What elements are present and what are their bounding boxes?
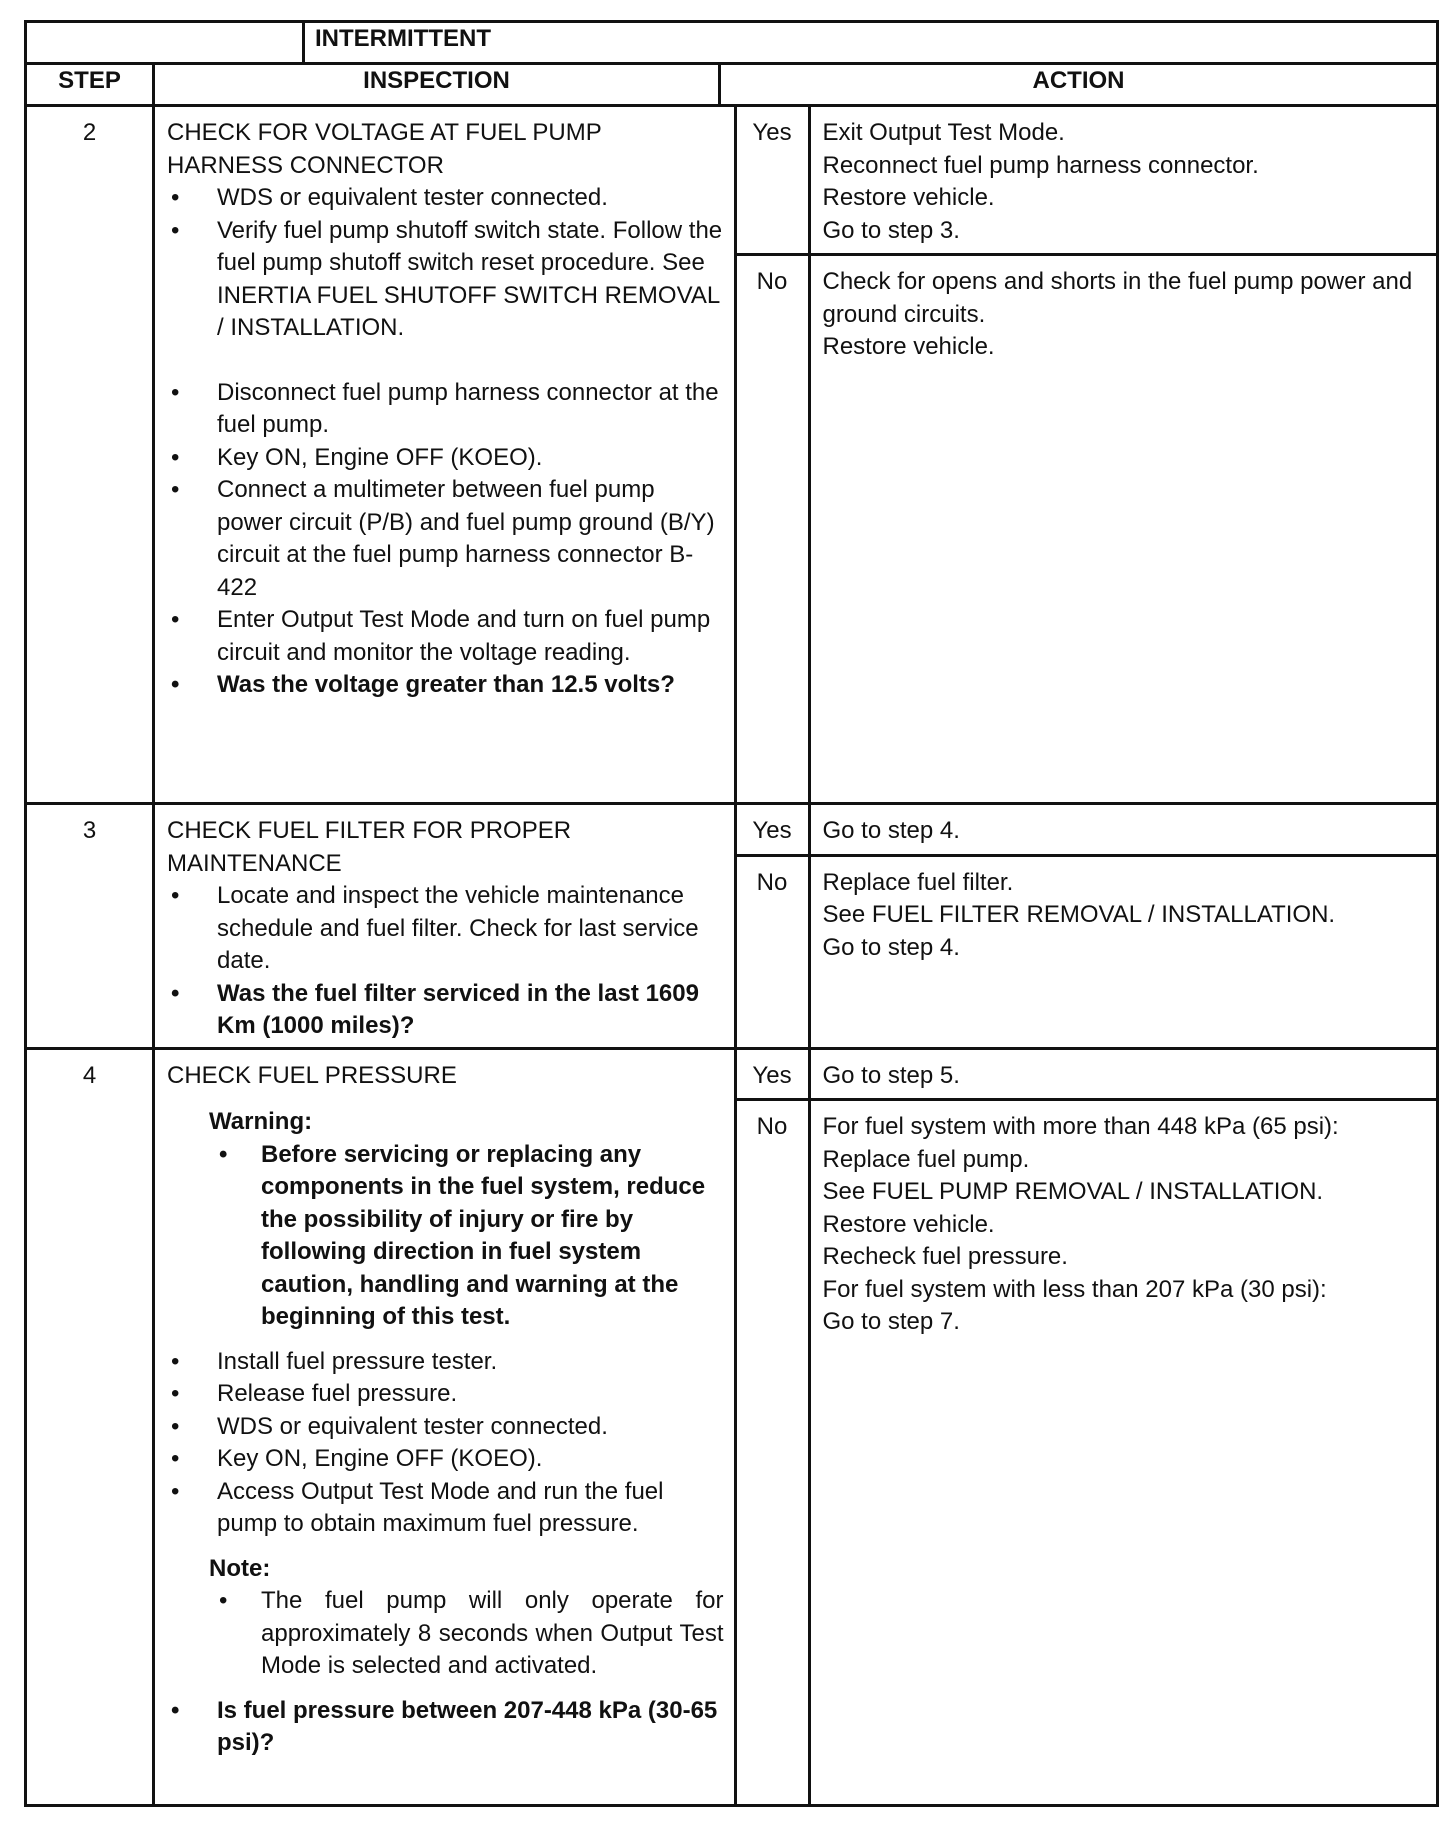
question-item: • Was the voltage greater than 12.5 volts? xyxy=(167,669,724,702)
warning-label: Warning: xyxy=(209,1108,313,1135)
step-number: 2 xyxy=(26,106,154,804)
header-step: STEP xyxy=(26,64,154,106)
steps-table xyxy=(24,104,1439,1807)
question-item: • Was the fuel filter serviced in the last 1609 Km (1000 miles)? xyxy=(167,978,724,1043)
note-text: • The fuel pump will only operate for approximately 8 seconds when Output Test Mode is selected and activated. xyxy=(209,1585,724,1683)
header-inspection: INSPECTION xyxy=(154,64,720,106)
diagnostic-table-page xyxy=(24,20,1436,1807)
action-line: Exit Output Test Mode. xyxy=(822,119,1065,146)
step-3-inspection xyxy=(155,805,735,1047)
yes-label: Yes xyxy=(735,107,809,255)
diagnostic-table xyxy=(24,20,1439,107)
spacer xyxy=(167,345,724,377)
bullet-item: • Connect a multimeter between fuel pump power circuit (P/B) and fuel pump ground (B/Y) circuit at the fuel pump harness connector B-422 xyxy=(167,474,724,604)
step-heading: CHECK FUEL FILTER FOR PROPER xyxy=(167,817,572,844)
step-4-inspection xyxy=(155,1050,735,1804)
step-heading-line-2: HARNESS CONNECTOR xyxy=(167,151,444,179)
action-line: See FUEL FILTER REMOVAL / INSTALLATION. xyxy=(822,901,1336,928)
no-label: No xyxy=(735,1100,809,1804)
bullet-item: • Locate and inspect the vehicle maintenance schedule and fuel filter. Check for last service date. xyxy=(167,880,724,978)
step-2-grid xyxy=(155,107,1436,802)
step-number: 3 xyxy=(26,804,154,1049)
bullet-item: • Disconnect fuel pump harness connector at the fuel pump. xyxy=(167,377,724,442)
question-item: • Is fuel pressure between 207-448 kPa (30-65 psi)? xyxy=(167,1695,724,1760)
warning-box xyxy=(167,1106,724,1334)
action-line: Restore vehicle. xyxy=(822,333,995,360)
note-label: Note: xyxy=(209,1554,271,1582)
no-label: No xyxy=(735,255,809,803)
title-blank-cell xyxy=(26,22,304,64)
step-row-3 xyxy=(26,804,1438,1049)
title-row xyxy=(26,22,1438,64)
action-line: Recheck fuel pressure. xyxy=(822,1243,1068,1270)
step-4-body xyxy=(154,1048,1438,1805)
action-line: Reconnect fuel pump harness connector. xyxy=(822,151,1259,179)
step-2-inspection xyxy=(155,107,735,802)
step-3-yes-row xyxy=(155,805,1436,855)
step-heading-line-2: MAINTENANCE xyxy=(167,849,342,877)
bullet-item: • Enter Output Test Mode and turn on fuel pump circuit and monitor the voltage reading. xyxy=(167,604,724,669)
yes-label: Yes xyxy=(735,1050,809,1100)
step-row-4 xyxy=(26,1048,1438,1805)
action-line: Go to step 4. xyxy=(822,933,960,961)
bullet-item: • Key ON, Engine OFF (KOEO). xyxy=(167,1443,724,1476)
yes-action xyxy=(809,1050,1436,1100)
no-action xyxy=(809,1100,1436,1804)
warning-text: • Before servicing or replacing any components in the fuel system, reduce the possibility of injury or fire by following direction in fuel system caution, handling and warning at the beginning of this test. xyxy=(209,1139,724,1334)
action-line: Go to step 7. xyxy=(822,1308,960,1335)
yes-label: Yes xyxy=(735,805,809,855)
no-action xyxy=(809,855,1436,1047)
bullet-item: • Access Output Test Mode and run the fuel pump to obtain maximum fuel pressure. xyxy=(167,1476,724,1541)
step-heading: CHECK FOR VOLTAGE AT FUEL PUMP xyxy=(167,119,602,146)
header-row xyxy=(26,64,1438,106)
bullet-item: • Install fuel pressure tester. xyxy=(167,1346,724,1379)
action-line: Restore vehicle. xyxy=(822,1210,995,1238)
bullet-item: • WDS or equivalent tester connected. xyxy=(167,182,724,215)
step-number: 4 xyxy=(26,1048,154,1805)
action-line: For fuel system with less than 207 kPa (30 psi): xyxy=(822,1275,1327,1303)
action-line: Check for opens and shorts in the fuel pump power and ground circuits. xyxy=(822,268,1413,328)
step-4-grid xyxy=(155,1050,1436,1804)
step-heading: CHECK FUEL PRESSURE xyxy=(167,1061,457,1089)
warning-list xyxy=(209,1139,724,1334)
bullet-list xyxy=(167,182,724,345)
action-line: Go to step 4. xyxy=(822,817,960,844)
action-line: For fuel system with more than 448 kPa (65 psi): xyxy=(822,1113,1339,1140)
action-line: Replace fuel filter. xyxy=(822,868,1014,896)
bullet-list xyxy=(167,880,724,1043)
action-line: Replace fuel pump. xyxy=(822,1145,1030,1173)
bullet-list xyxy=(167,377,724,702)
step-2-yes-row xyxy=(155,107,1436,255)
bullet-item: • Verify fuel pump shutoff switch state. Follow the fuel pump shutoff switch reset procedure. See INERTIA FUEL SHUTOFF SWITCH REMOVAL / INSTALLATION. xyxy=(167,215,724,345)
step-3-body xyxy=(154,804,1438,1049)
step-row-2 xyxy=(26,106,1438,804)
table-title: INTERMITTENT xyxy=(304,22,1438,64)
step-2-body xyxy=(154,106,1438,804)
note-list xyxy=(209,1585,724,1683)
step-4-yes-row xyxy=(155,1050,1436,1100)
bullet-item: • WDS or equivalent tester connected. xyxy=(167,1411,724,1444)
bullet-list xyxy=(167,1695,724,1760)
header-action: ACTION xyxy=(720,64,1438,106)
action-line: See FUEL PUMP REMOVAL / INSTALLATION. xyxy=(822,1178,1324,1205)
step-3-grid xyxy=(155,805,1436,1047)
yes-action xyxy=(809,107,1436,255)
action-line: Restore vehicle. xyxy=(822,184,995,211)
bullet-list xyxy=(167,1346,724,1541)
action-line: Go to step 5. xyxy=(822,1061,960,1089)
action-line: Go to step 3. xyxy=(822,216,960,244)
yes-action xyxy=(809,805,1436,855)
bullet-item: • Release fuel pressure. xyxy=(167,1378,724,1411)
no-label: No xyxy=(735,855,809,1047)
note-box xyxy=(167,1553,724,1683)
bullet-item: • Key ON, Engine OFF (KOEO). xyxy=(167,442,724,475)
no-action xyxy=(809,255,1436,803)
